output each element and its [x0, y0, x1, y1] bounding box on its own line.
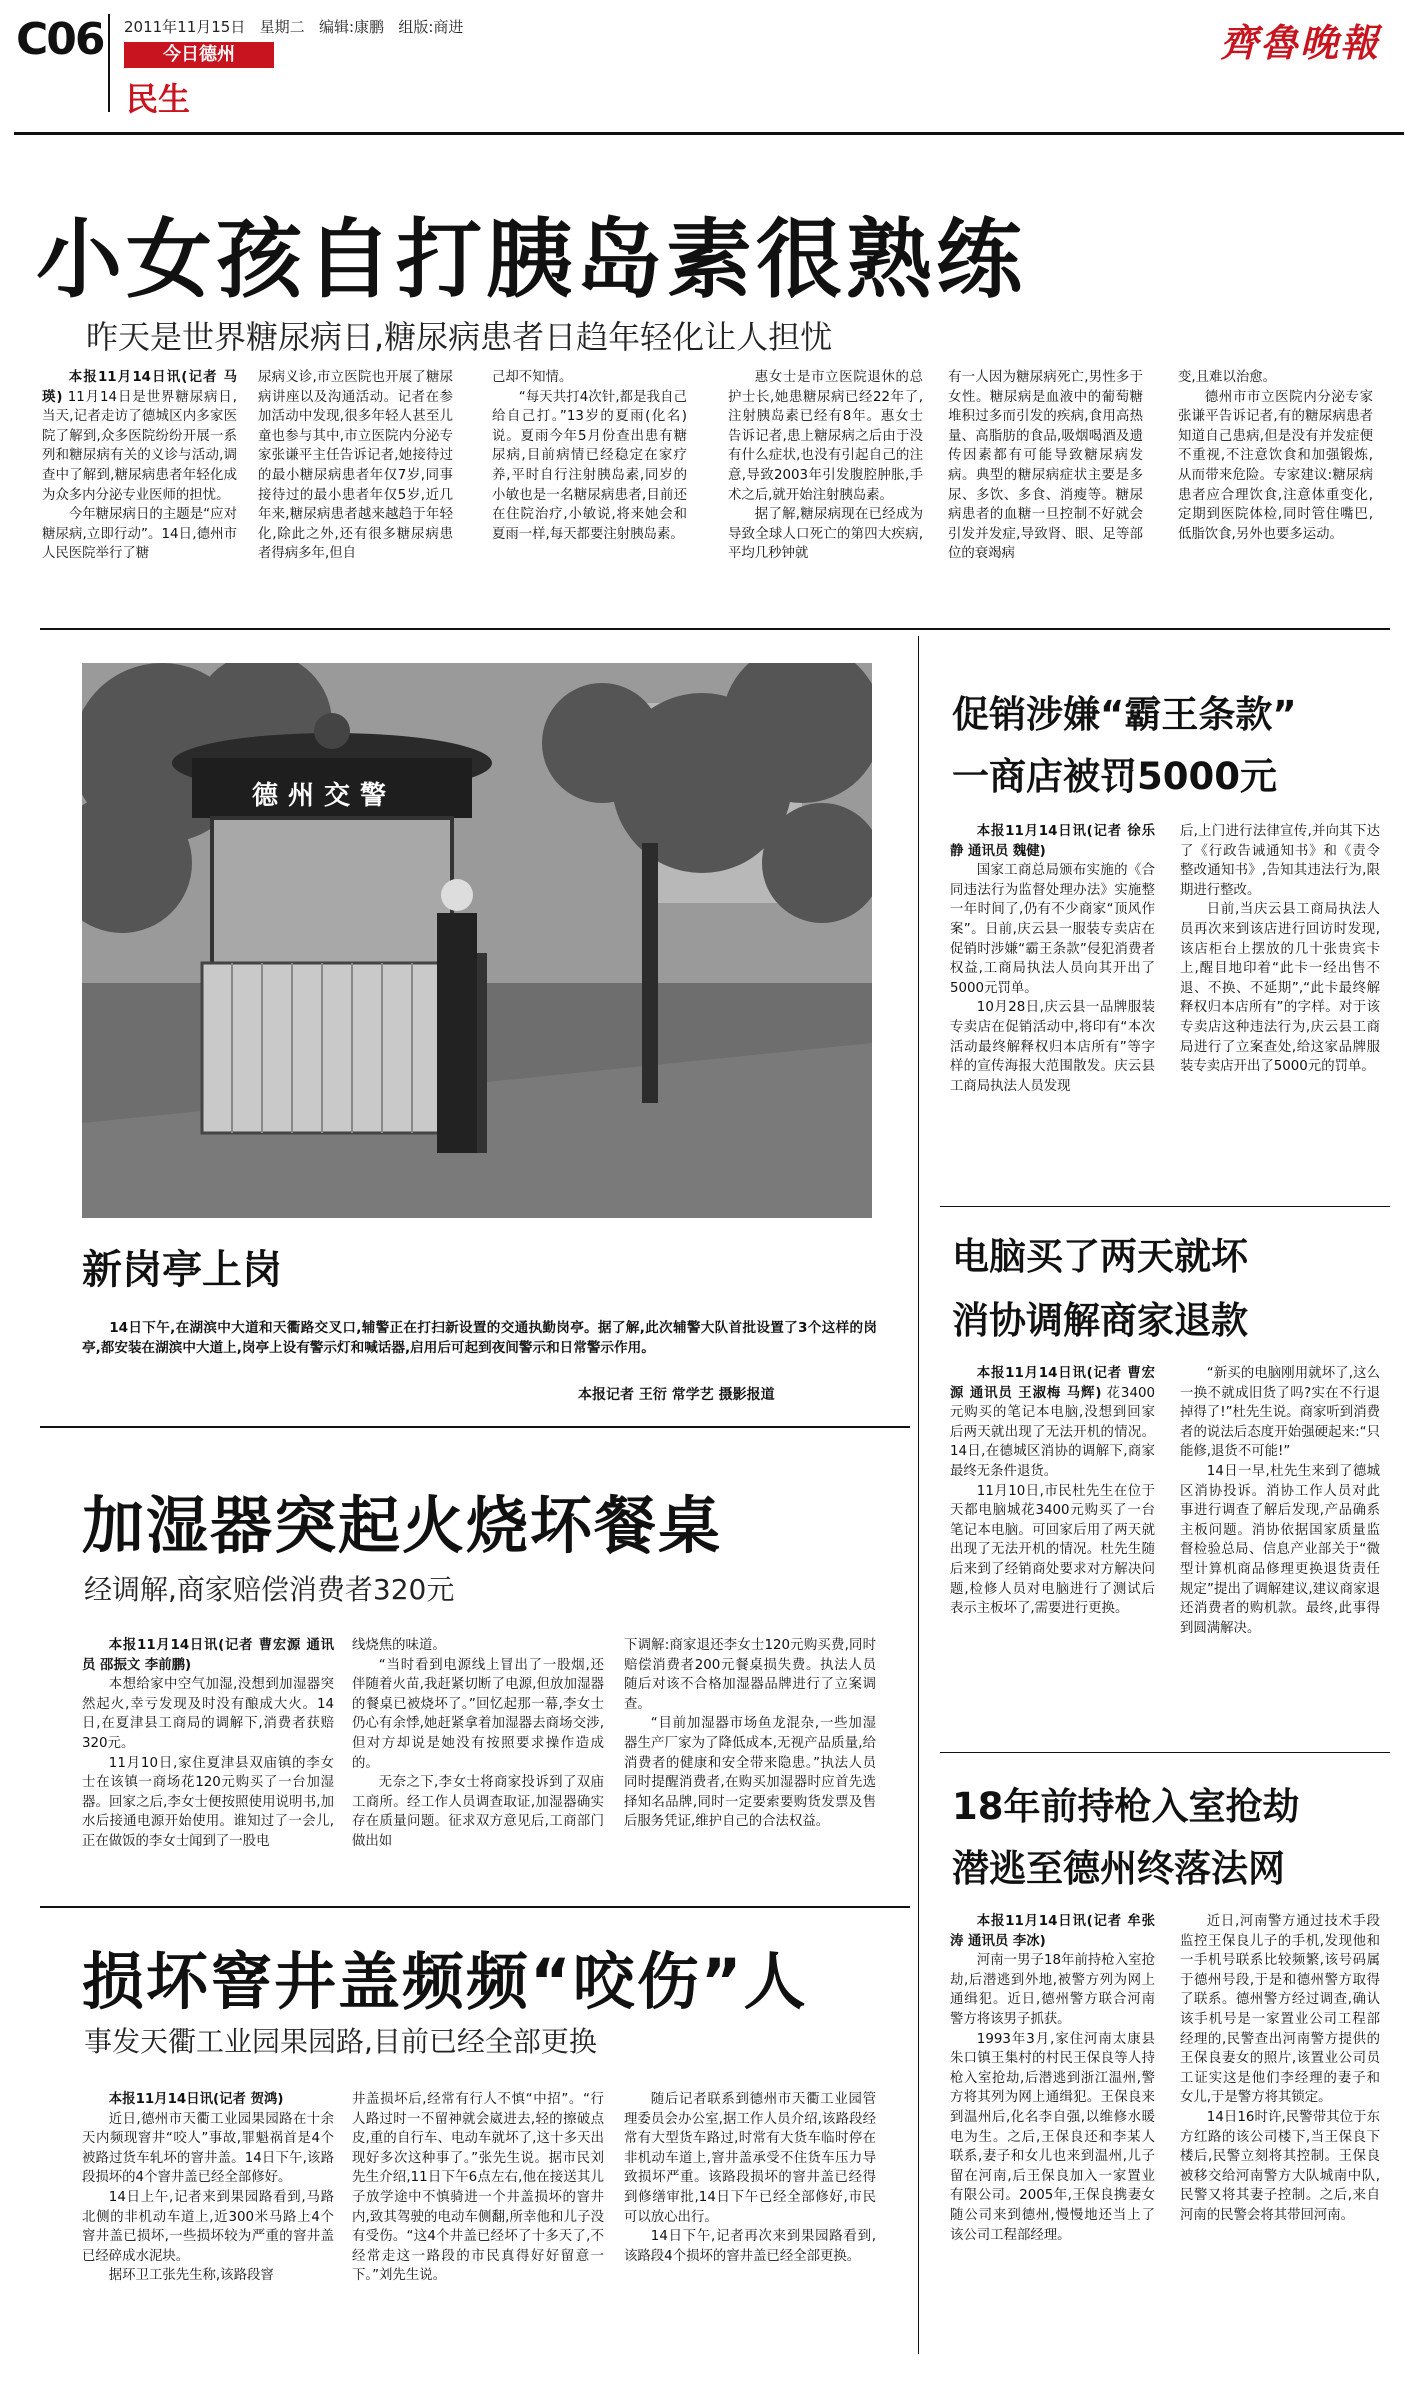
- lead-col-2: 尿病义诊,市立医院也开展了糖尿病讲座以及沟通活动。记者在参加活动中发现,很多年轻人甚至儿童也参与其中,市立医院内分泌专家张谦平主任告诉记者,她接待过的最小糖尿病患者年仅7岁,同事接待过的最小患者年仅5岁,近几年来,糖尿病患者越来越趋于年轻化,除此之外,还有很多糖尿病患者得病多年,但自: [258, 370, 453, 562]
- header-divider: [108, 14, 110, 112]
- category-label: 民生: [126, 80, 191, 118]
- lead-col-3: 己却不知情。 “每天共打4次针,都是我自己给自己打。”13岁的夏雨(化名)说。夏雨今年5月份查出患有糖尿病,目前病情已经稳定在家疗养,平时自行注射胰岛素,同岁的小敏也是一名糖尿病患者,目前还在住院治疗,小敏说,将来她会和夏雨一样,每天都要注射胰岛素。: [492, 370, 687, 542]
- robbery-headline-1: 18年前持枪入室抢劫: [952, 1785, 1300, 1828]
- lead-col-4: 惠女士是市立医院退休的总护士长,她患糖尿病已经22年了,注射胰岛素已经有8年。惠女士告诉记者,患上糖尿病之后由于没有什么症状,也没有引起自己的注意,导致2003年引发腹腔肿胀,手术之后,就开始注射胰岛素。 据了解,糖尿病现在已经成为导致全球人口死亡的第四大疾病,平均几秒钟就: [728, 370, 923, 562]
- photo-caption: 14日下午,在湖滨中大道和天衢路交叉口,辅警正在打扫新设置的交通执勤岗亭。据了解,此次辅警大队首批设置了3个这样的岗亭,都安装在湖滨中大道上,岗亭上设有警示灯和喊话器,启用后可起到夜间警示和日常警示作用。: [82, 1320, 877, 1356]
- lead-bottom-rule: [40, 628, 1390, 630]
- photo-credit: 本报记者 王衍 常学艺 摄影报道: [578, 1387, 775, 1403]
- header-rule: [14, 132, 1404, 135]
- manhole-subhead: 事发天衢工业园果园路,目前已经全部更换: [84, 2025, 597, 2058]
- right-column-divider: [918, 636, 919, 2354]
- editor-credit: 编辑:康鹏: [319, 18, 385, 36]
- section-badge: 今日德州: [124, 42, 274, 68]
- pc-headline-1: 电脑买了两天就坏: [952, 1235, 1248, 1278]
- humid-col-3: 下调解:商家退还李女士120元购买费,同时赔偿消费者200元餐桌损失费。执法人员随后对该不合格加湿器品牌进行了立案调查。 “目前加湿器市场鱼龙混杂,一些加湿器生产厂家为了降低成本,无视产品质量,给消费者的健康和安全带来隐患。”执法人员同时提醒消费者,在购买加湿器时应首先选择知名品牌,同时一定要索要购货发票及售后服务凭证,维护自己的合法权益。: [624, 1638, 876, 1830]
- manhole-col-2: 井盖损坏后,经常有行人不慎“中招”。“行人路过时一不留神就会崴进去,轻的擦破点皮,重的自行车、电动车就坏了,这十多天出现好多次这种事了。”张先生说。据市民刘先生介绍,11日下午6点左右,他在接送其儿子放学途中不慎骑进一个井盖损坏的窨井内,致其驾驶的电动车侧翻,所幸他和儿子没有受伤。“这4个井盖已经坏了十多天了,不经常走这一路段的市民真得好好留意一下。”刘先生说。: [352, 2092, 604, 2284]
- promo-col-2: 后,上门进行法律宣传,并向其下达了《行政告诫通知书》和《责令整改通知书》,告知其违法行为,限期进行整改。 日前,当庆云县工商局执法人员再次来到该店进行回访时发现,该店柜台上摆放的几十张贵宾卡上,醒目地印着“此卡一经出售不退、不换、不延期”,“此卡最终解释权归本店所有”的字样。对于该专卖店这种违法行为,庆云县工商局进行了立案查处,给这家品牌服装专卖店开出了5000元的罚单。: [1180, 824, 1380, 1075]
- photo-illustration: [82, 663, 872, 1218]
- humid-col-2: 线烧焦的味道。 “当时看到电源线上冒出了一股烟,还伴随着火苗,我赶紧切断了电源,但放加湿器的餐桌已被烧坏了。”回忆起那一幕,李女士仍心有余悸,她赶紧拿着加湿器去商场交涉,但对方却说是她没有按照要求操作造成的。 无奈之下,李女士将商家投诉到了双庙工商所。经工作人员调查取证,加湿器确实存在质量问题。征求双方意见后,工商部门做出如: [352, 1638, 604, 1849]
- humid-headline: 加湿器突起火烧坏餐桌: [82, 1489, 723, 1562]
- lead-col-6: 变,且难以治愈。 德州市市立医院内分泌专家张谦平告诉记者,有的糖尿病患者知道自己患病,但是没有并发症便不重视,不注意饮食和加强锻炼,从而带来危险。专家建议:糖尿病患者应合理饮食,注意体重变化,定期到医院体检,同时管住嘴巴,低脂饮食,另外也要多运动。: [1178, 370, 1373, 542]
- robbery-col-2: 近日,河南警方通过技术手段监控王保良儿子的手机,发现他和一手机号联系比较频繁,该号码属于德州号段,于是和德州警方取得了联系。德州警方经过调查,确认该手机号是一家置业公司工程部经理的,民警查出河南警方提供的王保良妻女的照片,该置业公司员工证实这是他们李经理的妻子和女儿,于是警方将其锁定。 14日16时许,民警带其位于东方红路的该公司楼下,当王保良下楼后,民警立刻将其控制。王保良被移交给河南警方大队城南中队,民警又将其妻子控制。之后,来自河南的民警会将其带回河南。: [1180, 1914, 1380, 2223]
- photo-bottom-rule: [40, 1426, 910, 1428]
- lead-col-5: 有一人因为糖尿病死亡,男性多于女性。糖尿病是血液中的葡萄糖堆积过多而引发的疾病,食用高热量、高脂肪的食品,吸烟喝酒及遗传因素都有可能导致糖尿病发病。典型的糖尿病症状主要是多尿、多饮、多食、消瘦等。糖尿病患者的血糖一旦控制不好就会引发并发症,导致肾、眼、足等部位的衰竭病: [948, 370, 1143, 562]
- promo-headline-2: 一商店被罚5000元: [952, 755, 1277, 798]
- news-photo: [82, 663, 872, 1218]
- manhole-col-1: 本报11月14日讯(记者 贺鸿) 近日,德州市天衢工业园果园路在十余天内频现窨井“咬人”事故,罪魁祸首是4个被路过货车轧坏的窨井盖。14日下午,该路段损坏的4个窨井盖已经全部修好。 14日上午,记者来到果园路看到,马路北侧的非机动车道上,近300米马路上4个窨井盖已损坏,一些损坏较为严重的窨井盖已经碎成水泥块。 据环卫工张先生称,该路段窨: [82, 2092, 334, 2284]
- lead-subhead: 昨天是世界糖尿病日,糖尿病患者日趋年轻化让人担忧: [86, 318, 833, 356]
- robbery-headline-2: 潜逃至德州终落法网: [952, 1847, 1285, 1890]
- booth-sign: 德州交警: [251, 781, 396, 811]
- humid-subhead: 经调解,商家赔偿消费者320元: [84, 1573, 455, 1606]
- manhole-headline: 损坏窨井盖频频“咬伤”人: [82, 1945, 808, 2018]
- lead-col-1: 本报11月14日讯(记者 马瑛) 11月14日是世界糖尿病日,当天,记者走访了德城区内多家医院了解到,众多医院纷纷开展一系列和糖尿病有关的义诊与活动,调查中了解到,糖尿病患者年轻化成为众多内分泌专业医师的担忧。 今年糖尿病日的主题是“应对糖尿病,立即行动”。14日,德州市人民医院举行了糖: [42, 370, 237, 562]
- pc-bottom-rule: [940, 1752, 1390, 1753]
- pc-col-2: “新买的电脑刚用就坏了,这么一换不就成旧货了吗?实在不行退掉得了!”杜先生说。商家听到消费者的说法后态度开始强硬起来:“只能修,退货不可能!” 14日一早,杜先生来到了德城区消协投诉。消协工作人员对此事进行调查了解后发现,产品确系主板问题。消协依据国家质量监督检验总局、信息产业部关于“微型计算机商品修理更换退货责任规定”提出了调解建议,建议商家退还消费者的购机款。最终,此事得到圆满解决。: [1180, 1366, 1380, 1636]
- header-meta: [124, 16, 463, 37]
- newspaper-logo: 齊魯晚報: [1220, 20, 1381, 65]
- photo-title: 新岗亭上岗: [82, 1247, 282, 1293]
- pc-headline-2: 消协调解商家退款: [952, 1299, 1248, 1342]
- manhole-col-3: 随后记者联系到德州市天衢工业园管理委员会办公室,据工作人员介绍,该路段经常有大型货车路过,时常有大货车临时停在非机动车道上,窨井盖承受不住货车压力导致损坏严重。该路段损坏的窨井盖已经得到修缮审批,14日下午已经全部修好,市民可以放心出行。 14日下午,记者再次来到果园路看到,该路段4个损坏的窨井盖已经全部更换。: [624, 2092, 876, 2264]
- issue-date: 2011年11月15日: [124, 18, 246, 36]
- page-number: C06: [16, 14, 104, 65]
- robbery-col-1: 本报11月14日讯(记者 牟张涛 通讯员 李冰) 河南一男子18年前持枪入室抢劫,后潜逃到外地,被警方列为网上通缉犯。近日,德州警方联合河南警方将该男子抓获。 1993年3月,家住河南太康县朱口镇王集村的村民王保良等人持枪入室抢劫,后潜逃到浙江温州,警方将其列为网上通缉犯。王保良来到温州后,化名李自强,以维修水暖电为生。之后,王保良还和李某人联系,妻子和女儿也来到温州,儿子留在河南,后王保良加入一家置业有限公司。2005年,王保良携妻女随公司来到德州,慢慢地还当上了该公司工程部经理。: [950, 1914, 1155, 2243]
- lead-headline: 小女孩自打胰岛素很熟练: [36, 210, 1026, 310]
- promo-col-1: 本报11月14日讯(记者 徐乐静 通讯员 魏健) 国家工商总局颁布实施的《合同违法行为监督处理办法》实施整一年时间了,仍有不少商家“顶风作案”。日前,庆云县一服装专卖店在促销时涉嫌“霸王条款”侵犯消费者权益,工商局执法人员向其开出了5000元罚单。 10月28日,庆云县一品牌服装专卖店在促销活动中,将印有“本次活动最终解释权归本店所有”等字样的宣传海报大范围散发。庆云县工商局执法人员发现: [950, 824, 1155, 1094]
- page-header: [0, 0, 1417, 130]
- humid-bottom-rule: [40, 1906, 910, 1908]
- humid-col-1: 本报11月14日讯(记者 曹宏源 通讯员 邵振文 李前鹏) 本想给家中空气加湿,没想到加湿器突然起火,幸亏发现及时没有酿成大火。14日,在夏津县工商局的调解下,消费者获赔320元。 11月10日,家住夏津县双庙镇的李女士在该镇一商场花120元购买了一台加湿器。回家之后,李女士便按照使用说明书,加水后接通电源开始使用。谁知过了一会儿,正在做饭的李女士闻到了一股电: [82, 1638, 334, 1849]
- promo-bottom-rule: [940, 1206, 1390, 1207]
- promo-headline-1: 促销涉嫌“霸王条款”: [952, 693, 1297, 736]
- layout-credit: 组版:商进: [398, 18, 464, 36]
- pc-col-1: 本报11月14日讯(记者 曹宏源 通讯员 王淑梅 马辉) 花3400元购买的笔记本电脑,没想到回家后两天就出现了无法开机的情况。14日,在德城区消协的调解下,商家最终无条件退货。 11月10日,市民杜先生在位于天都电脑城花3400元购买了一台笔记本电脑。可回家后用了两天就出现了无法开机的情况。杜先生随后来到了经销商处要求对方解决问题,检修人员对电脑进行了测试后表示主板坏了,需要进行更换。: [950, 1366, 1155, 1617]
- issue-weekday: 星期二: [259, 18, 305, 36]
